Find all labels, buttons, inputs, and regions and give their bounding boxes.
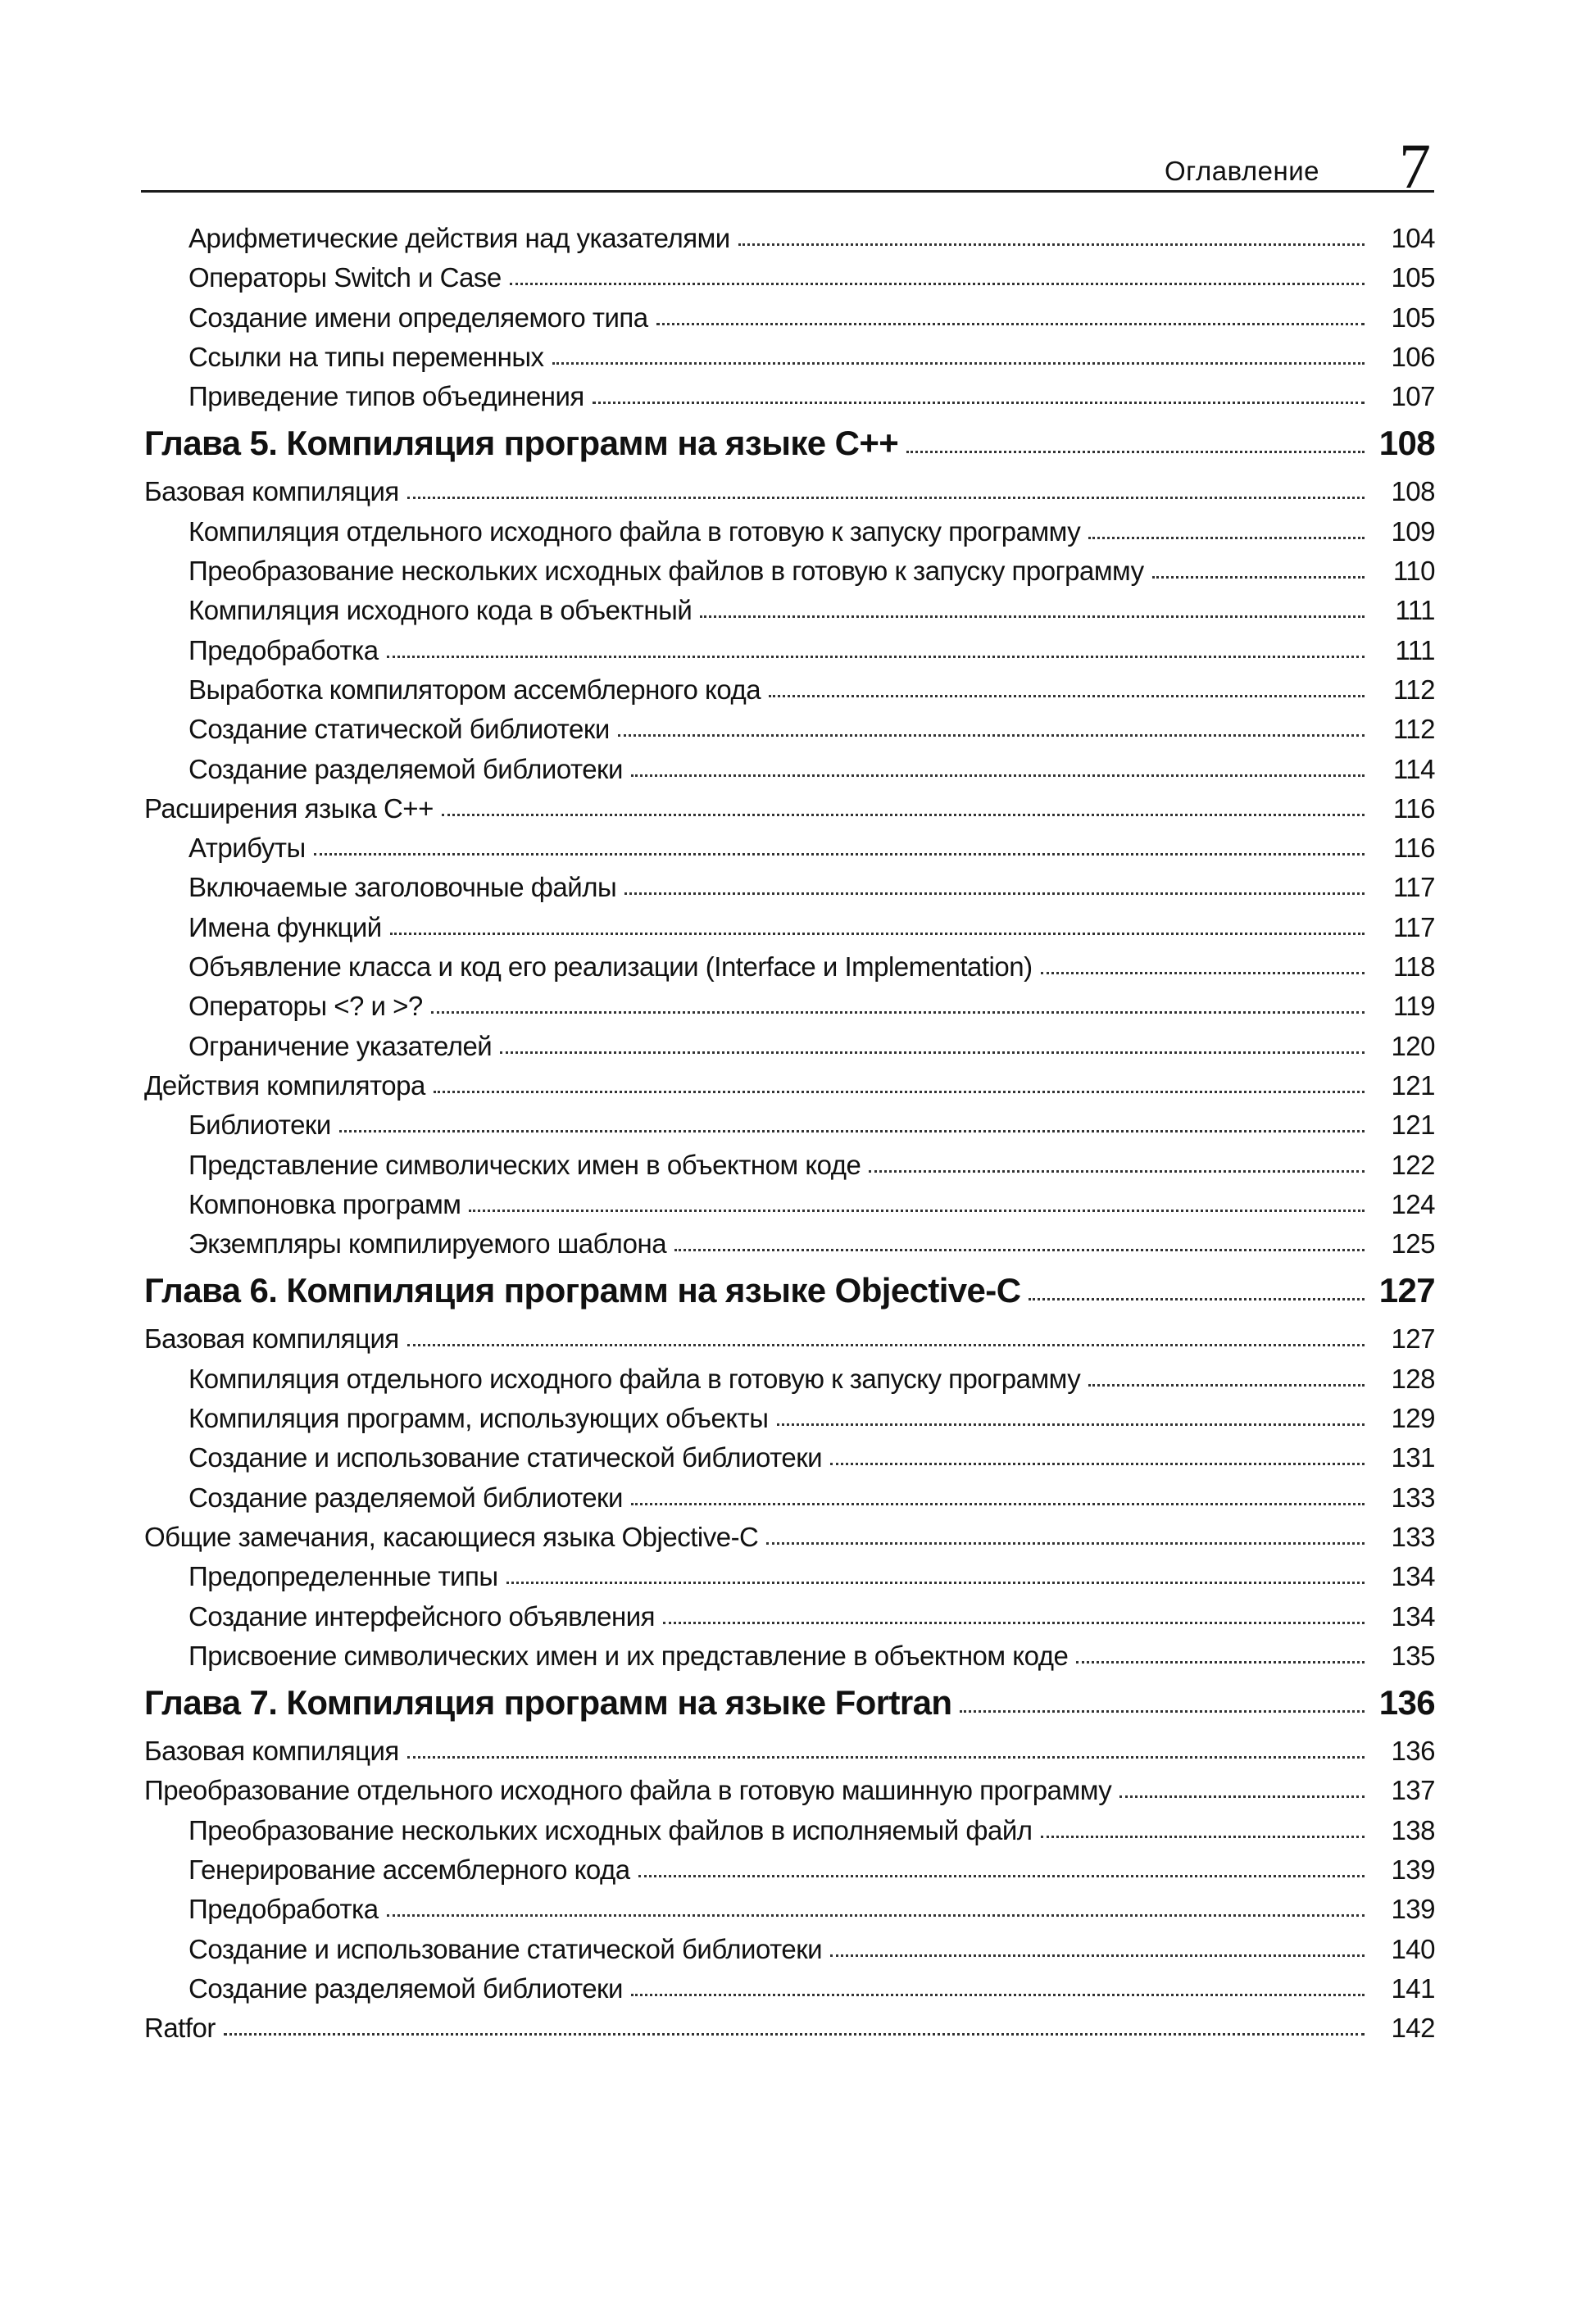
- dot-leader: [1152, 575, 1365, 579]
- dot-leader: [390, 932, 1365, 935]
- toc-subsection-entry: [144, 262, 1435, 302]
- dot-leader: [314, 852, 1365, 856]
- dot-leader: [224, 2032, 1365, 2036]
- dot-leader: [777, 1423, 1365, 1426]
- toc-entry-page: 106: [1391, 341, 1435, 372]
- toc-subsection-entry: [144, 302, 1435, 342]
- toc-entry-title: Предопределенные типы: [188, 1561, 498, 1592]
- toc-entry-title: Библиотеки: [188, 1110, 331, 1141]
- dot-leader: [738, 243, 1365, 246]
- toc-entry-title: Создание разделяемой библиотеки: [188, 753, 623, 784]
- toc-entry-page: 131: [1391, 1442, 1435, 1473]
- dot-leader: [906, 450, 1365, 453]
- toc-entry-page: 134: [1391, 1600, 1435, 1632]
- dot-leader: [618, 733, 1365, 737]
- dot-leader: [674, 1248, 1365, 1251]
- toc-entry-title: Выработка компилятором ассемблерного кода: [188, 674, 761, 705]
- dot-leader: [500, 1051, 1365, 1054]
- toc-subsection-entry: [144, 516, 1435, 556]
- toc-entry-page: 136: [1391, 1736, 1435, 1767]
- toc-entry-title: Компиляция отдельного исходного файла в готовую к запуску программу: [188, 515, 1081, 547]
- toc-subsection-entry: [144, 1482, 1435, 1522]
- toc-entry-page: 139: [1391, 1854, 1435, 1885]
- dot-leader: [960, 1709, 1365, 1713]
- toc-entry-page: 129: [1391, 1403, 1435, 1434]
- toc-entry-page: 124: [1391, 1188, 1435, 1219]
- toc-entry-page: 117: [1392, 911, 1435, 942]
- dot-leader: [631, 774, 1365, 777]
- toc-subsection-entry: [144, 1442, 1435, 1482]
- toc-entry-page: 118: [1392, 951, 1435, 983]
- toc-entry-title: Действия компилятора: [144, 1069, 425, 1101]
- toc-subsection-entry: [144, 1854, 1435, 1894]
- toc-entry-title: Атрибуты: [188, 833, 306, 864]
- toc-entry-page: 116: [1392, 833, 1435, 864]
- toc-entry-page: 138: [1391, 1814, 1435, 1845]
- toc-entry-page: 105: [1391, 262, 1435, 293]
- dot-leader: [1029, 1297, 1365, 1300]
- toc-entry-title: Создание и использование статической библиотеки: [188, 1442, 823, 1473]
- dot-leader: [552, 361, 1365, 365]
- dot-leader: [431, 1010, 1365, 1014]
- toc-chapter-entry: [144, 1268, 1435, 1323]
- toc-subsection-entry: [144, 223, 1435, 262]
- toc-entry-page: 142: [1391, 2013, 1435, 2044]
- toc-subsection-entry: [144, 1228, 1435, 1268]
- toc-entry-page: 122: [1391, 1149, 1435, 1180]
- toc-entry-page: 117: [1392, 872, 1435, 903]
- running-header: [141, 123, 1434, 202]
- toc-entry-page: 108: [1391, 476, 1435, 507]
- toc-entry-page: 128: [1391, 1363, 1435, 1394]
- dot-leader: [631, 1502, 1365, 1505]
- toc-section-entry: [144, 2013, 1435, 2052]
- dot-leader: [407, 496, 1365, 499]
- toc-entry-title: Компиляция отдельного исходного файла в готовую к запуску программу: [188, 1363, 1081, 1394]
- toc-subsection-entry: [144, 1189, 1435, 1228]
- toc-entry-page: 133: [1391, 1521, 1435, 1552]
- toc-entry-title: Компиляция исходного кода в объектный: [188, 595, 693, 626]
- dot-leader: [830, 1954, 1365, 1957]
- toc-entry-page: 120: [1391, 1030, 1435, 1061]
- toc-entry-title: Расширения языка C++: [144, 792, 434, 824]
- dot-leader: [339, 1129, 1365, 1132]
- toc-entry-page: 112: [1392, 674, 1435, 705]
- toc-entry-title: Генерирование ассемблерного кода: [188, 1854, 630, 1885]
- toc-entry-title: Экземпляры компилируемого шаблона: [188, 1228, 667, 1260]
- dot-leader: [407, 1755, 1365, 1759]
- toc-entry-title: Создание имени определяемого типа: [188, 302, 648, 333]
- toc-entry-page: 125: [1391, 1228, 1435, 1260]
- dot-leader: [631, 1993, 1365, 1996]
- toc-entry-title: Создание статической библиотеки: [188, 714, 610, 745]
- toc-entry-page: 114: [1392, 753, 1435, 784]
- toc-section-entry: [144, 793, 1435, 833]
- toc-subsection-entry: [144, 342, 1435, 381]
- toc-chapter-entry: [144, 420, 1435, 476]
- running-header-title: Оглавление: [1165, 156, 1319, 186]
- toc-entry-page: 105: [1391, 302, 1435, 333]
- dot-leader: [387, 1913, 1365, 1917]
- toc-entry-page: 121: [1391, 1069, 1435, 1101]
- toc-subsection-entry: [144, 1641, 1435, 1680]
- toc-entry-title: Представление символических имен в объектном коде: [188, 1149, 861, 1180]
- toc-subsection-entry: [144, 951, 1435, 991]
- toc-entry-title: Имена функций: [188, 911, 382, 942]
- toc-subsection-entry: [144, 1150, 1435, 1189]
- toc-entry-page: 107: [1391, 381, 1435, 412]
- toc-subsection-entry: [144, 1815, 1435, 1854]
- toc-entry-page: 141: [1391, 1972, 1435, 2004]
- toc-entry-title: Преобразование отдельного исходного файла в готовую машинную программу: [144, 1775, 1112, 1806]
- dot-leader: [624, 892, 1365, 895]
- toc-subsection-entry: [144, 1364, 1435, 1403]
- toc-entry-page: 139: [1391, 1894, 1435, 1925]
- dot-leader: [387, 655, 1365, 658]
- toc-entry-page: 135: [1391, 1640, 1435, 1671]
- toc-subsection-entry: [144, 754, 1435, 793]
- dot-leader: [663, 1621, 1365, 1624]
- toc-subsection-entry: [144, 1894, 1435, 1933]
- toc-subsection-entry: [144, 872, 1435, 911]
- toc-subsection-entry: [144, 556, 1435, 595]
- dot-leader: [769, 694, 1365, 697]
- toc-subsection-entry: [144, 833, 1435, 872]
- toc-entry-page: 116: [1392, 792, 1435, 824]
- toc-subsection-entry: [144, 714, 1435, 753]
- toc-entry-page: 121: [1391, 1110, 1435, 1141]
- toc-subsection-entry: [144, 595, 1435, 634]
- toc-entry-page: 112: [1392, 714, 1435, 745]
- toc-entry-page: 119: [1392, 991, 1435, 1022]
- toc-section-entry: [144, 1323, 1435, 1363]
- toc-entry-page: 127: [1391, 1323, 1435, 1355]
- toc-entry-page: 136: [1378, 1683, 1435, 1723]
- toc-entry-title: Включаемые заголовочные файлы: [188, 872, 617, 903]
- toc-subsection-entry: [144, 1601, 1435, 1641]
- toc-subsection-entry: [144, 674, 1435, 714]
- toc-entry-title: Общие замечания, касающиеся языка Objective-C: [144, 1521, 759, 1552]
- toc-entry-title: Глава 5. Компиляция программ на языке C++: [144, 424, 899, 463]
- dot-leader: [766, 1541, 1365, 1545]
- toc-entry-title: Базовая компиляция: [144, 1323, 399, 1355]
- toc-subsection-entry: [144, 1031, 1435, 1070]
- toc-entry-title: Глава 6. Компиляция программ на языке Objective-C: [144, 1271, 1021, 1310]
- dot-leader: [593, 401, 1365, 404]
- toc-entry-title: Преобразование нескольких исходных файлов в готовую к запуску программу: [188, 556, 1144, 587]
- toc-subsection-entry: [144, 1561, 1435, 1600]
- toc-entry-title: Предобработка: [188, 1894, 379, 1925]
- dot-leader: [830, 1462, 1365, 1465]
- toc-entry-page: 133: [1391, 1482, 1435, 1513]
- toc-entry-title: Ratfor: [144, 2013, 216, 2044]
- toc-section-entry: [144, 1775, 1435, 1814]
- toc-entry-title: Операторы <? и >?: [188, 991, 423, 1022]
- toc-subsection-entry: [144, 912, 1435, 951]
- toc-subsection-entry: [144, 991, 1435, 1030]
- dot-leader: [1041, 971, 1365, 974]
- dot-leader: [656, 322, 1365, 325]
- dot-leader: [700, 615, 1365, 618]
- toc-entry-title: Создание разделяемой библиотеки: [188, 1482, 623, 1513]
- toc-subsection-entry: [144, 1110, 1435, 1149]
- toc-entry-page: 111: [1395, 595, 1435, 626]
- toc-entry-page: 104: [1391, 223, 1435, 253]
- toc-entry-title: Создание интерфейсного объявления: [188, 1600, 656, 1632]
- dot-leader: [407, 1343, 1365, 1346]
- dot-leader: [506, 1581, 1365, 1584]
- toc-entry-page: 109: [1391, 515, 1435, 547]
- toc-section-entry: [144, 476, 1435, 515]
- toc-entry-title: Создание разделяемой библиотеки: [188, 1972, 623, 2004]
- toc-subsection-entry: [144, 635, 1435, 674]
- toc-subsection-entry: [144, 1973, 1435, 2013]
- dot-leader: [469, 1209, 1365, 1212]
- toc-subsection-entry: [144, 1934, 1435, 1973]
- toc-entry-title: Объявление класса и код его реализации (Interface и Implementation): [188, 951, 1033, 983]
- dot-leader: [1088, 1383, 1365, 1387]
- dot-leader: [638, 1874, 1365, 1877]
- toc-entry-title: Операторы Switch и Case: [188, 262, 502, 293]
- dot-leader: [434, 1090, 1365, 1093]
- toc-entry-title: Компоновка программ: [188, 1188, 461, 1219]
- dot-leader: [510, 282, 1365, 285]
- toc-entry-title: Арифметические действия над указателями: [188, 223, 730, 253]
- toc-entry-page: 111: [1395, 634, 1435, 665]
- toc-section-entry: [144, 1736, 1435, 1775]
- toc-chapter-entry: [144, 1680, 1435, 1736]
- table-of-contents: [144, 223, 1435, 2052]
- toc-entry-page: 134: [1391, 1561, 1435, 1592]
- toc-entry-title: Глава 7. Компиляция программ на языке Fortran: [144, 1683, 952, 1723]
- toc-entry-title: Ссылки на типы переменных: [188, 341, 544, 372]
- toc-entry-title: Базовая компиляция: [144, 476, 399, 507]
- page-number: 7: [1399, 130, 1431, 202]
- toc-subsection-entry: [144, 1403, 1435, 1442]
- toc-entry-title: Создание и использование статической библиотеки: [188, 1933, 823, 1964]
- toc-section-entry: [144, 1070, 1435, 1110]
- toc-entry-page: 108: [1378, 424, 1435, 463]
- toc-entry-page: 140: [1391, 1933, 1435, 1964]
- dot-leader: [869, 1169, 1365, 1173]
- toc-entry-title: Компиляция программ, использующих объекты: [188, 1403, 769, 1434]
- toc-section-entry: [144, 1522, 1435, 1561]
- dot-leader: [1119, 1795, 1365, 1798]
- toc-entry-title: Ограничение указателей: [188, 1030, 493, 1061]
- toc-entry-page: 110: [1392, 556, 1435, 587]
- toc-entry-title: Присвоение символических имен и их представление в объектном коде: [188, 1640, 1069, 1671]
- dot-leader: [1076, 1660, 1365, 1664]
- toc-subsection-entry: [144, 381, 1435, 420]
- dot-leader: [1088, 536, 1365, 539]
- dot-leader: [442, 813, 1365, 816]
- toc-entry-title: Предобработка: [188, 634, 379, 665]
- toc-entry-page: 127: [1378, 1271, 1435, 1310]
- toc-entry-title: Базовая компиляция: [144, 1736, 399, 1767]
- toc-entry-title: Приведение типов объединения: [188, 381, 584, 412]
- dot-leader: [1041, 1835, 1365, 1838]
- toc-entry-page: 137: [1391, 1775, 1435, 1806]
- toc-entry-title: Преобразование нескольких исходных файлов в исполняемый файл: [188, 1814, 1033, 1845]
